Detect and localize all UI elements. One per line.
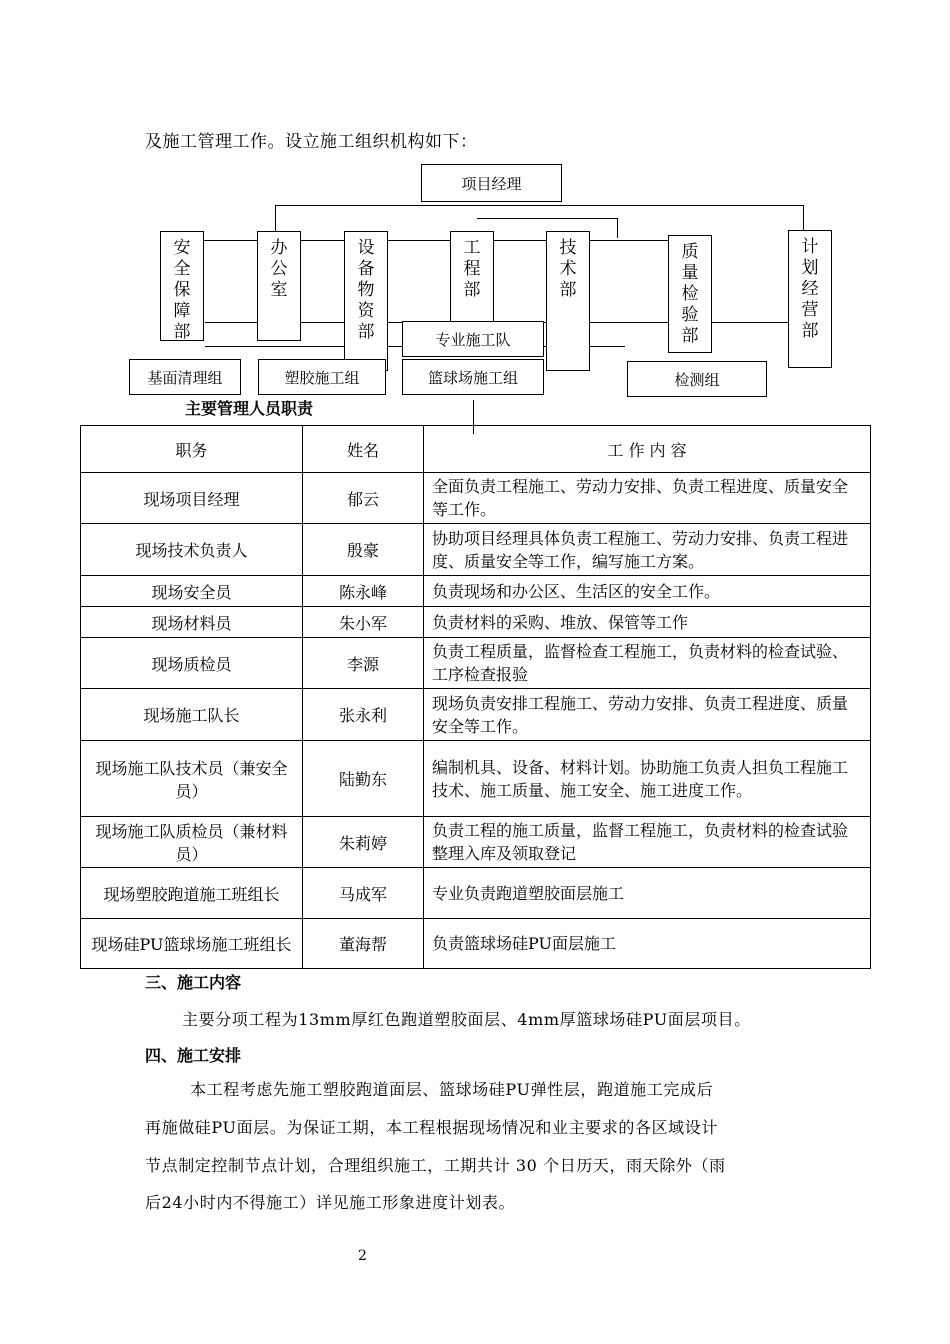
table-row bbox=[81, 607, 871, 638]
team-basketball: 篮球场施工组 bbox=[402, 359, 544, 395]
cell-name: 张永利 bbox=[303, 689, 424, 741]
cell-duty: 负责材料的采购、堆放、保管等工作 bbox=[424, 607, 871, 638]
cell-duty: 协助项目经理具体负责工程施工、劳动力安排、负责工程进度、质量安全等工作，编写施工方案。 bbox=[424, 524, 871, 576]
table-title: 主要管理人员职责 bbox=[185, 399, 314, 418]
cell-position: 现场施工队质检员（兼材料员） bbox=[81, 817, 303, 868]
cell-name: 董海帮 bbox=[303, 919, 424, 969]
section-4-heading: 四、施工安排 bbox=[145, 1046, 242, 1065]
table-row bbox=[81, 868, 871, 919]
cell-position: 现场技术负责人 bbox=[81, 524, 303, 576]
cell-name: 马成军 bbox=[303, 868, 424, 919]
cell-duty: 负责工程质量，监督检查工程施工，负责材料的检查试验、工序检查报验 bbox=[424, 638, 871, 689]
section-3-heading: 三、施工内容 bbox=[145, 973, 242, 992]
org-connector bbox=[803, 205, 804, 231]
cell-position: 现场塑胶跑道施工班组长 bbox=[81, 868, 303, 919]
cell-duty: 编制机具、设备、材料计划。协助施工负责人担负工程施工技术、施工质量、施工安全、施工进度工作。 bbox=[424, 741, 871, 817]
cell-duty: 专业负责跑道塑胶面层施工 bbox=[424, 868, 871, 919]
cell-name: 朱小军 bbox=[303, 607, 424, 638]
cell-duty: 负责篮球场硅PU面层施工 bbox=[424, 919, 871, 969]
dept-office: 办 公 室 bbox=[257, 231, 301, 341]
intro-text: 及施工管理工作。设立施工组织机构如下： bbox=[145, 132, 478, 152]
org-connector bbox=[275, 205, 803, 206]
table-row bbox=[81, 689, 871, 741]
cell-duty: 负责现场和办公区、生活区的安全工作。 bbox=[424, 576, 871, 607]
header-position: 职务 bbox=[81, 426, 303, 473]
table-header-row bbox=[81, 426, 871, 473]
dept-equipment: 设 备 物 资 部 bbox=[344, 231, 388, 371]
section-4-line: 节点制定控制节点计划，合理组织施工，工期共计 30 个日历天，雨天除外（雨 bbox=[145, 1156, 726, 1175]
cell-name: 朱莉婷 bbox=[303, 817, 424, 868]
cell-position: 现场硅PU篮球场施工班组长 bbox=[81, 919, 303, 969]
dept-planning: 计 划 经 营 部 bbox=[788, 230, 832, 368]
team-plastic: 塑胶施工组 bbox=[258, 359, 386, 395]
section-4-line: 再施做硅PU面层。为保证工期，本工程根据现场情况和业主要求的各区域设计 bbox=[145, 1118, 718, 1137]
cell-name: 郁云 bbox=[303, 473, 424, 524]
section-4-line: 本工程考虑先施工塑胶跑道面层、篮球场硅PU弹性层，跑道施工完成后 bbox=[190, 1080, 714, 1099]
cell-duty: 全面负责工程施工、劳动力安排、负责工程进度、质量安全等工作。 bbox=[424, 473, 871, 524]
table-row bbox=[81, 576, 871, 607]
org-connector bbox=[477, 218, 617, 219]
cell-position: 现场材料员 bbox=[81, 607, 303, 638]
section-4-line: 后24小时内不得施工）详见施工形象进度计划表。 bbox=[145, 1193, 516, 1212]
cell-duty: 现场负责安排工程施工、劳动力安排、负责工程进度、质量安全等工作。 bbox=[424, 689, 871, 741]
header-duty: 工 作 内 容 bbox=[424, 426, 871, 473]
page-number: 2 bbox=[358, 1248, 367, 1264]
table-row bbox=[81, 638, 871, 689]
team-base-cleaning: 基面清理组 bbox=[129, 359, 241, 395]
table-row bbox=[81, 473, 871, 524]
dept-engineering: 工 程 部 bbox=[450, 231, 494, 341]
dept-safety: 安 全 保 障 部 bbox=[160, 231, 204, 341]
cell-name: 李源 bbox=[303, 638, 424, 689]
team-professional: 专业施工队 bbox=[402, 321, 544, 357]
table-row bbox=[81, 741, 871, 817]
org-connector bbox=[617, 218, 618, 238]
dept-technical: 技 术 部 bbox=[546, 231, 590, 371]
cell-position: 现场施工队技术员（兼安全员） bbox=[81, 741, 303, 817]
table-row bbox=[81, 524, 871, 576]
team-testing: 检测组 bbox=[627, 361, 767, 397]
section-3-text: 主要分项工程为13mm厚红色跑道塑胶面层、4mm厚篮球场硅PU面层项目。 bbox=[182, 1010, 751, 1029]
cell-name: 殷豪 bbox=[303, 524, 424, 576]
cell-position: 现场质检员 bbox=[81, 638, 303, 689]
cell-name: 陈永峰 bbox=[303, 576, 424, 607]
org-top-box: 项目经理 bbox=[421, 164, 562, 202]
cell-position: 现场施工队长 bbox=[81, 689, 303, 741]
dept-quality: 质 量 检 验 部 bbox=[668, 235, 712, 353]
cell-position: 现场安全员 bbox=[81, 576, 303, 607]
cell-name: 陆勤东 bbox=[303, 741, 424, 817]
table-row bbox=[81, 817, 871, 868]
org-connector bbox=[275, 205, 276, 231]
table-row bbox=[81, 919, 871, 969]
header-name: 姓名 bbox=[303, 426, 424, 473]
cell-position: 现场项目经理 bbox=[81, 473, 303, 524]
cell-duty: 负责工程的施工质量，监督工程施工，负责材料的检查试验整理入库及领取登记 bbox=[424, 817, 871, 868]
duty-table bbox=[80, 425, 871, 969]
